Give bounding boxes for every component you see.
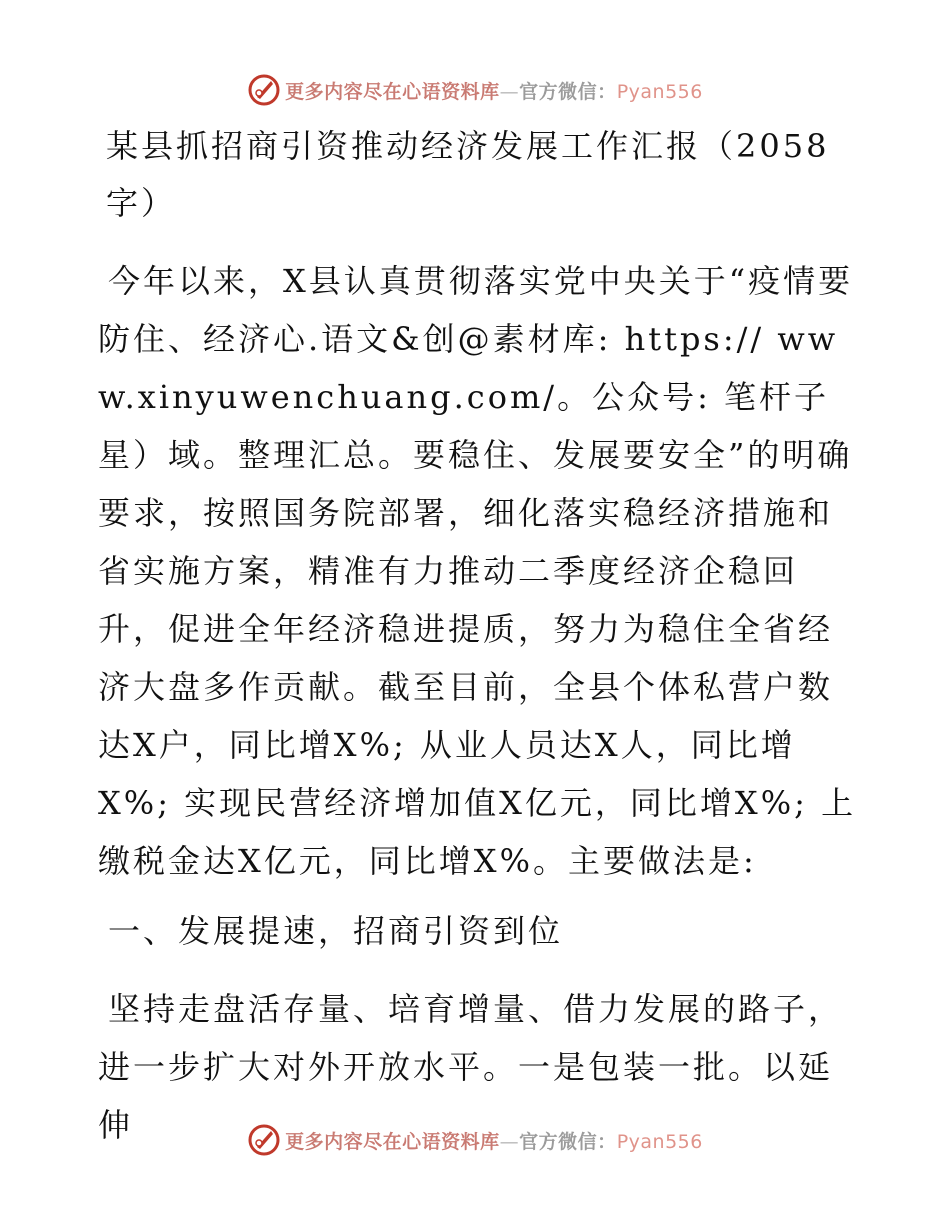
intro-paragraph-text: 今年以来，X县认真贯彻落实党中央关于“疫情要防住、经济心.语文&创@素材库: https:// www.xinyuwenchuang.com/。公众号: 笔杆子星）域。整理汇总。要稳住、发展要安全”的明确要求，按照国务院部署，细化落实稳经济措施和省实施方案，精准有力推动二季度经济企稳回升，促进全年经济稳进提质，努力为稳住全省经济大盘多作贡献。截至目前，全县个体私营户数达X户，同比增X%; 从业人员达X人，同比增X%; 实现民营经济增加值X亿元，同比增X%; 上缴税金达X亿元，同比增X%。主要做法是: (98, 262, 857, 880)
section-1-paragraph-text: 坚持走盘活存量、培育增量、借力发展的路子，进一步扩大对外开放水平。一是包装一批。以延伸 (98, 990, 844, 1144)
quill-logo-icon (247, 1123, 281, 1157)
watermark-text: 更多内容尽在心语资料库—官方微信：Pyan556 (285, 1130, 703, 1153)
section-heading-1: 一、发展提速，招商引资到位 (108, 912, 564, 950)
quill-logo-icon (247, 73, 281, 107)
intro-paragraph (98, 252, 858, 890)
document-body (98, 118, 858, 1154)
header-watermark (0, 70, 950, 110)
document-title: 某县抓招商引资推动经济发展工作汇报（2058字） (106, 127, 830, 222)
watermark-text: 更多内容尽在心语资料库—官方微信：Pyan556 (285, 80, 703, 103)
footer-watermark (0, 1120, 950, 1160)
